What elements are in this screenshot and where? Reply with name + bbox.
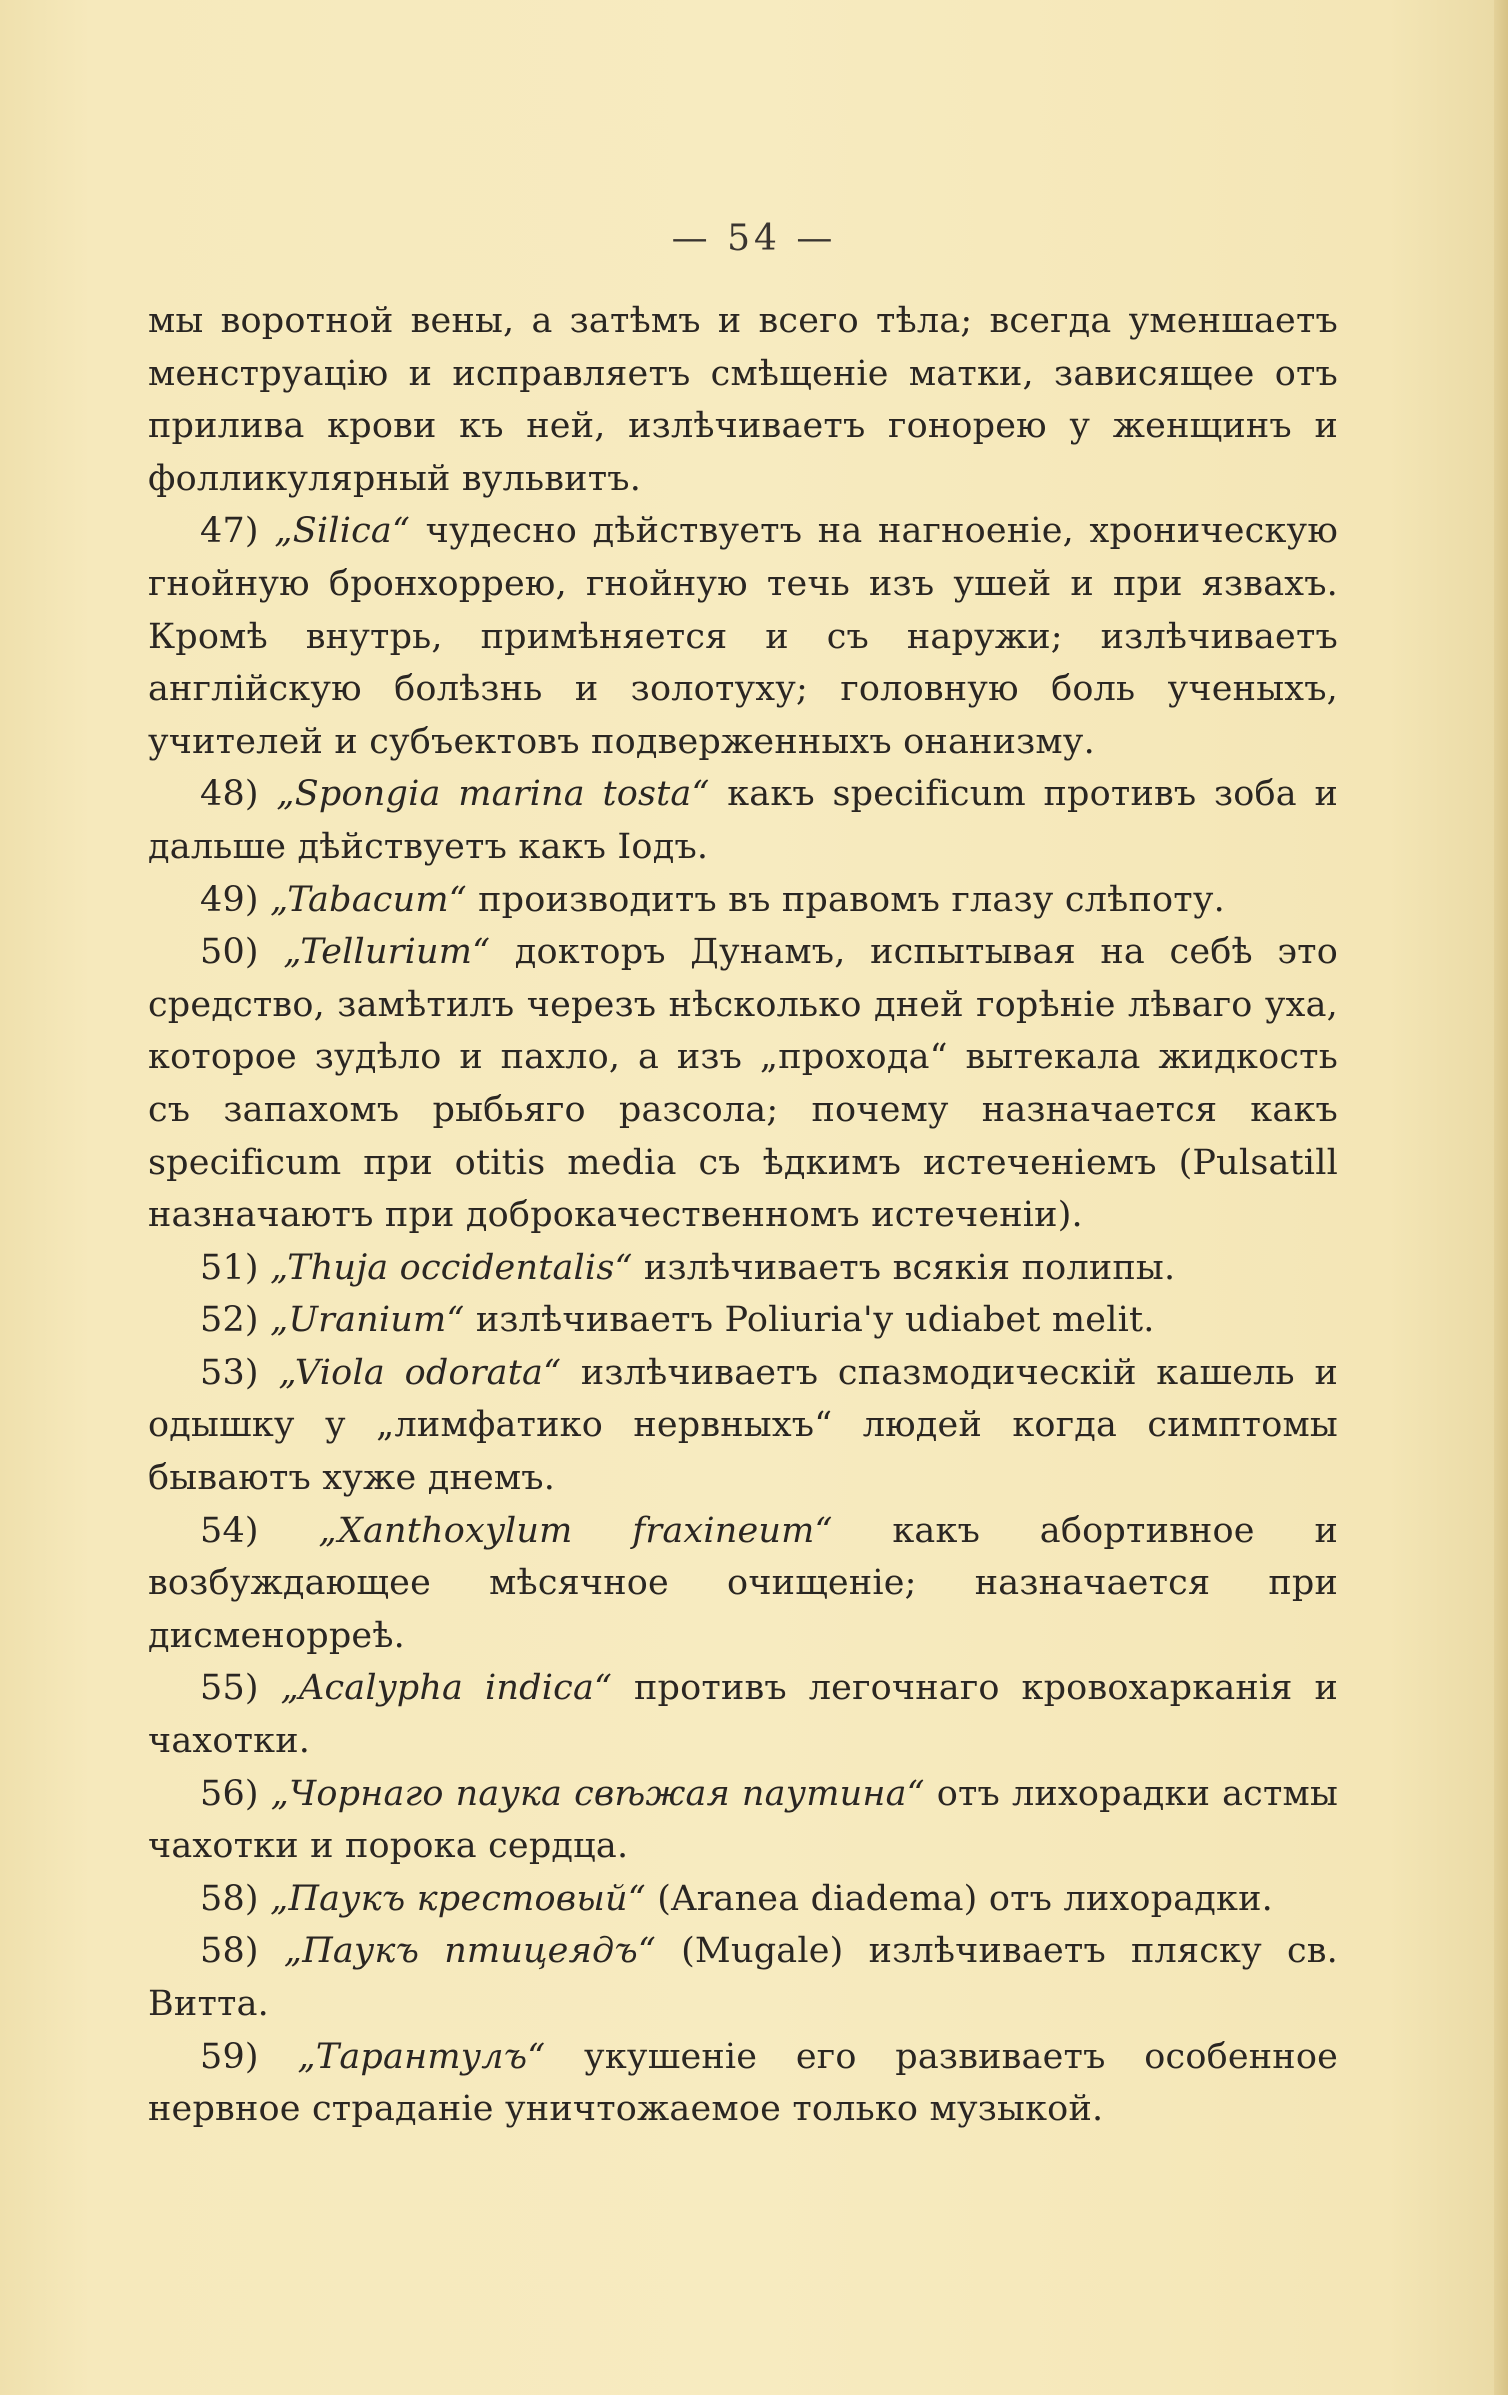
entry-number: 49) [200,879,259,920]
entry-term: „Паукъ птицеядъ“ [283,1931,656,1972]
paragraph-entry-50 [148,926,1338,1242]
entry-term: „Тарантулъ“ [297,2036,546,2077]
paragraph-entry-47 [148,505,1338,768]
paragraph-entry-59 [148,2031,1338,2136]
entry-number: 53) [200,1352,259,1393]
paragraph-entry-49 [148,874,1338,927]
paragraph-entry-53 [148,1347,1338,1505]
entry-text: докторъ Дунамъ, испытывая на себѣ это средство, замѣтилъ черезъ нѣсколько дней горѣніе лѣваго уха, которое зудѣло и пахло, а изъ „прохода“ вытекала жидкость съ запахомъ рыбьяго разсола; почему назначается какъ specificum при otitis media съ ѣдкимъ истеченіемъ (Pulsatill назначаютъ при доброкачественномъ истеченіи). [148,932,1338,1236]
entry-text: излѣчиваетъ Poliuria'у udiabet melit. [475,1300,1155,1341]
entry-term: „Viola odorata“ [278,1352,562,1393]
paragraph-text: мы воротной вены, а затѣмъ и всего тѣла; всегда уменшаетъ менструацію и исправляетъ смѣщеніе матки, зависящее отъ прилива крови къ ней, излѣчиваетъ гонорею у женщинъ и фолликулярный вульвитъ. [148,301,1338,499]
entry-term: „Silica“ [274,511,411,552]
entry-text: излѣчиваетъ всякія полипы. [643,1247,1176,1288]
entry-text: отъ лихорадки астмы чахотки и порока сердца. [148,1773,1339,1867]
paragraph-entry-52 [148,1294,1338,1347]
page-edge [1494,0,1508,2395]
entry-number: 59) [200,2036,259,2077]
entry-text: (Mugale) излѣчиваетъ пляску св. Витта. [148,1931,1339,2024]
entry-text: укушеніе его развиваетъ особенное нервное страданіе уничтожаемое только музыкой. [148,2036,1339,2130]
entry-number: 54) [200,1510,259,1551]
entry-text: какъ абортивное и возбуждающее мѣсячное очищеніе; назначается при дисменорреѣ. [148,1510,1338,1656]
entry-number: 48) [200,774,259,815]
entry-term: „Acalypha indica“ [280,1668,613,1709]
entry-number: 58) [200,1931,259,1972]
entry-number: 52) [200,1300,259,1341]
entry-term: „Паукъ крестовый“ [270,1878,646,1919]
entry-number: 55) [200,1668,259,1709]
entry-term: „Uranium“ [270,1300,465,1341]
entry-term: „Чорнаго паука свѣжая паутина“ [270,1773,925,1814]
entry-term: „Tellurium“ [283,932,491,973]
entry-number: 58) [200,1878,259,1919]
entry-number: 51) [200,1247,259,1288]
paragraph-entry-58a [148,1873,1338,1926]
entry-term: „Tabacum“ [270,879,467,920]
entry-text: противъ легочнаго кровохарканія и чахотки. [148,1668,1338,1762]
entry-text: (Aranea diadema) отъ лихорадки. [657,1878,1273,1919]
entry-text: излѣчиваетъ спазмодическій кашель и одышку у „лимфатико нервныхъ“ людей когда симптомы бываютъ хуже днемъ. [148,1352,1339,1499]
paragraph-entry-55 [148,1662,1338,1767]
paragraph-entry-54 [148,1505,1338,1663]
entry-number: 50) [200,932,259,973]
entry-text: чудесно дѣйствуетъ на нагноеніе, хроническую гнойную бронхоррею, гнойную течь изъ ушей и при язвахъ. Кромѣ внутрь, примѣняется и съ наружи; излѣчиваетъ англійскую болѣзнь и золотуху; головную боль ученыхъ, учителей и субъектовъ подверженныхъ онанизму. [148,511,1339,762]
entry-number: 56) [200,1773,259,1814]
entry-text: производитъ въ правомъ глазу слѣпоту. [478,879,1225,920]
entry-term: „Xanthoxylum fraxineum“ [318,1510,833,1551]
paragraph-entry-51 [148,1242,1338,1295]
paragraph-entry-48 [148,768,1338,873]
entry-number: 47) [200,511,259,552]
paragraph-entry-56 [148,1768,1338,1873]
page-number: — 54 — [671,218,837,259]
entry-term: „Thuja occidentalis“ [270,1247,633,1288]
paragraph-continuation [148,295,1338,505]
body-text [148,295,1338,2136]
entry-term: „Spongia marina tosta“ [276,774,710,815]
entry-text: какъ specificum противъ зоба и дальше дѣйствуетъ какъ Іодъ. [148,774,1339,867]
paragraph-entry-58b [148,1925,1338,2030]
